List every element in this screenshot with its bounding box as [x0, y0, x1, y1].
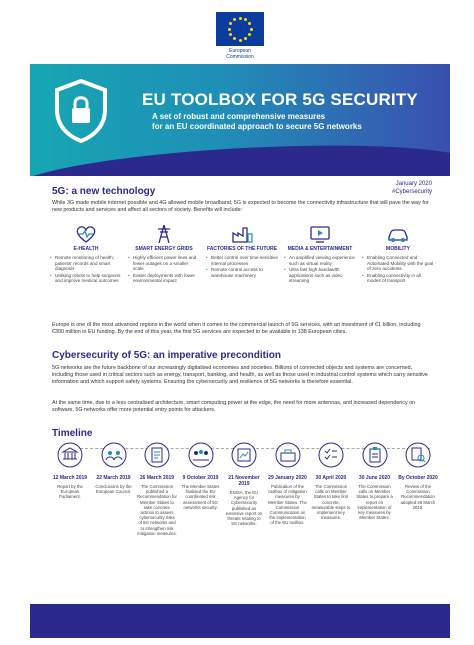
- council-icon: [101, 442, 127, 468]
- date-text: January 2020: [395, 181, 432, 187]
- benefit-list: [128, 255, 200, 284]
- benefit-item: • Better control over time-sensitive internal processes: [206, 255, 278, 266]
- eu-star: [244, 37, 247, 40]
- toolbox-icon: [275, 442, 301, 468]
- footer-band: [30, 604, 450, 638]
- hero-banner: [30, 64, 450, 176]
- benefit-media-entertainment: [284, 224, 356, 320]
- benefit-title: SMART ENERGY GRIDS: [135, 246, 193, 252]
- benefit-item: • An amplified viewing experience such as virtual reality: [284, 255, 356, 266]
- timeline-description: ENISA, the EU Agency for Cybersecurity published an extensive report on threats relating to 5G networks.: [225, 490, 263, 527]
- shield-lock-icon: [52, 78, 110, 144]
- timeline-title: Timeline: [52, 428, 93, 439]
- timeline-description: Conclusions by the European Council.: [95, 484, 132, 495]
- benefit-list: [50, 255, 122, 284]
- benefit-item: • Easier deployments with lower environmental impact: [128, 273, 200, 284]
- section-title-cybersecurity: Cybersecurity of 5G: an imperative precondition: [52, 350, 281, 361]
- benefit-mobility: [362, 224, 434, 320]
- people-group-icon: [188, 442, 214, 468]
- timeline-row: [50, 442, 438, 536]
- eu-star: [239, 39, 242, 42]
- timeline-description: Review of the Commission Recommendation adopted 26 March 2019.: [400, 484, 436, 510]
- cybersecurity-paragraph-1: 5G networks are the future backbone of our increasingly digitalised economies and societies. Billions of connected objects and systems are concerned, including those used in critical sectors such as energy, transport, banking, and health, as well as those used in industrial control systems which carry sensitive information and which support safety systems. Ensuring the cybersecurity and resilience of 5G networks is therefore essential.: [52, 365, 428, 385]
- benefit-factories-of-the-future: [206, 224, 278, 320]
- report-icon: [231, 442, 257, 468]
- car-icon: [387, 224, 409, 244]
- document-icon: [144, 442, 170, 468]
- eu-star: [229, 22, 232, 25]
- eu-star: [239, 17, 242, 20]
- org-name: [210, 48, 270, 60]
- timeline-description: The Commission calls on Member States to prepare a report on implementation of key measures by Member States.: [356, 484, 393, 521]
- benefit-list: [206, 255, 278, 278]
- section-outro-text: Europe is one of the most advanced regions in the world when it comes to the commercial launch of 5G services, with an investment of €1 billion, including €300 million in EU funding. By the end of this year, the first 5G services are expected to be available in 138 European cities.: [52, 322, 421, 335]
- checklist-icon: [318, 442, 344, 468]
- benefit-list: [362, 255, 434, 284]
- benefit-title: E-HEALTH: [73, 246, 99, 252]
- timeline-item: [224, 442, 264, 536]
- timeline-date: 30 June 2020: [358, 475, 391, 481]
- factory-icon: [231, 224, 253, 244]
- timeline-item: [311, 442, 351, 536]
- screen-play-icon: [309, 224, 331, 244]
- timeline-date: 12 March 2019: [52, 475, 88, 481]
- org-name-line2: Commission: [226, 54, 254, 60]
- benefit-smart-energy-grids: [128, 224, 200, 320]
- timeline-item: [137, 442, 177, 536]
- timeline-description: The Commission calls on Member States to take first concrete, measurable steps to implement key measures.: [311, 484, 351, 521]
- subtitle-line1: A set of robust and comprehensive measures: [152, 112, 326, 121]
- subtitle-line2: for an EU coordinated approach to secure 5G networks: [152, 122, 362, 131]
- timeline-item: [181, 442, 221, 536]
- timeline-date: 26 March 2019: [139, 475, 175, 481]
- eu-flag-icon: [216, 12, 264, 46]
- publication-date: [392, 180, 432, 196]
- benefit-item: • Enabling Connected and Automated Mobility with the goal of zero accidents: [362, 255, 434, 272]
- page-title: EU TOOLBOX FOR 5G SECURITY: [142, 90, 418, 109]
- benefit-item: • Remote monitoring of health; patients' records and smart diagnosis: [50, 255, 122, 272]
- clipboard-icon: [362, 442, 388, 468]
- review-document-icon: [405, 442, 431, 468]
- benefit-title: MOBILITY: [386, 246, 410, 252]
- cybersecurity-paragraph-2: At the same time, due to a less centralised architecture, smart computing power at the edge, the need for more antennas, and increased dependency on software, 5G networks offer more potential entry points for attackers.: [52, 400, 416, 413]
- eu-star: [248, 33, 251, 36]
- benefit-item: • Utilising robots to help surgeons and improve medical outcomes: [50, 273, 122, 284]
- timeline-description: Report by the European Parliament.: [57, 484, 83, 500]
- benefit-item: • Remote control access to warehouse machinery: [206, 267, 278, 278]
- eu-star: [233, 37, 236, 40]
- benefit-title: FACTORIES OF THE FUTURE: [207, 246, 277, 252]
- benefits-row: [50, 224, 434, 320]
- timeline-item: [50, 442, 90, 536]
- timeline-date: 29 January 2020: [268, 475, 307, 481]
- heartbeat-icon: [75, 224, 97, 244]
- timeline-item: [355, 442, 395, 536]
- section-intro-text: While 3G made mobile internet possible and 4G allowed mobile broadband, 5G is expected to become the connectivity infrastructure that will pave the way for new products and services and affect all sectors of society. Benefits will include:: [52, 200, 429, 213]
- timeline-description: The Commission published a Recommendation for Member States to take concrete actions to assess cybersecurity risks of 5G networks and to strengthen risk mitigation measures.: [137, 484, 177, 536]
- eu-star: [229, 33, 232, 36]
- timeline-date: By October 2020: [398, 475, 438, 481]
- benefit-e-health: [50, 224, 122, 320]
- eu-star: [248, 22, 251, 25]
- timeline-item: [268, 442, 308, 536]
- benefit-item: • Ultra fast high bandwidth applications such as video streaming: [284, 267, 356, 284]
- timeline-date: 9 October 2019: [182, 475, 219, 481]
- timeline-item: [94, 442, 134, 536]
- section-title-5g-technology: 5G: a new technology: [52, 186, 156, 197]
- hashtag-text: #Cybersecurity: [391, 189, 432, 195]
- benefit-title: MEDIA & ENTERTAINMENT: [287, 246, 353, 252]
- parliament-icon: [57, 442, 83, 468]
- benefit-item: • Enabling connectivity in all modes of transport: [362, 273, 434, 284]
- page-subtitle: [152, 112, 450, 132]
- org-name-line1: European: [229, 48, 251, 54]
- timeline-description: Publication of the toolbox of mitigation measures by Member States. The Commission Communication on the implementation of the EU toolbox.: [268, 484, 307, 526]
- timeline-item: [398, 442, 438, 536]
- timeline-date: 30 April 2020: [315, 475, 347, 481]
- power-pylon-icon: [153, 224, 175, 244]
- eu-star: [250, 28, 253, 31]
- benefit-item: • Highly efficient power lines and fewer outages on a smaller scale: [128, 255, 200, 272]
- eu-star: [233, 18, 236, 21]
- eu-star: [244, 18, 247, 21]
- timeline-date: 22 March 2019: [96, 475, 131, 481]
- factsheet-page: [30, 8, 450, 638]
- timeline-description: The Member States finalised the EU coordinated risk assessment of 5G networks security.: [181, 484, 220, 510]
- eu-star: [228, 28, 231, 31]
- timeline-date: 21 November 2019: [228, 475, 260, 487]
- benefit-list: [284, 255, 356, 284]
